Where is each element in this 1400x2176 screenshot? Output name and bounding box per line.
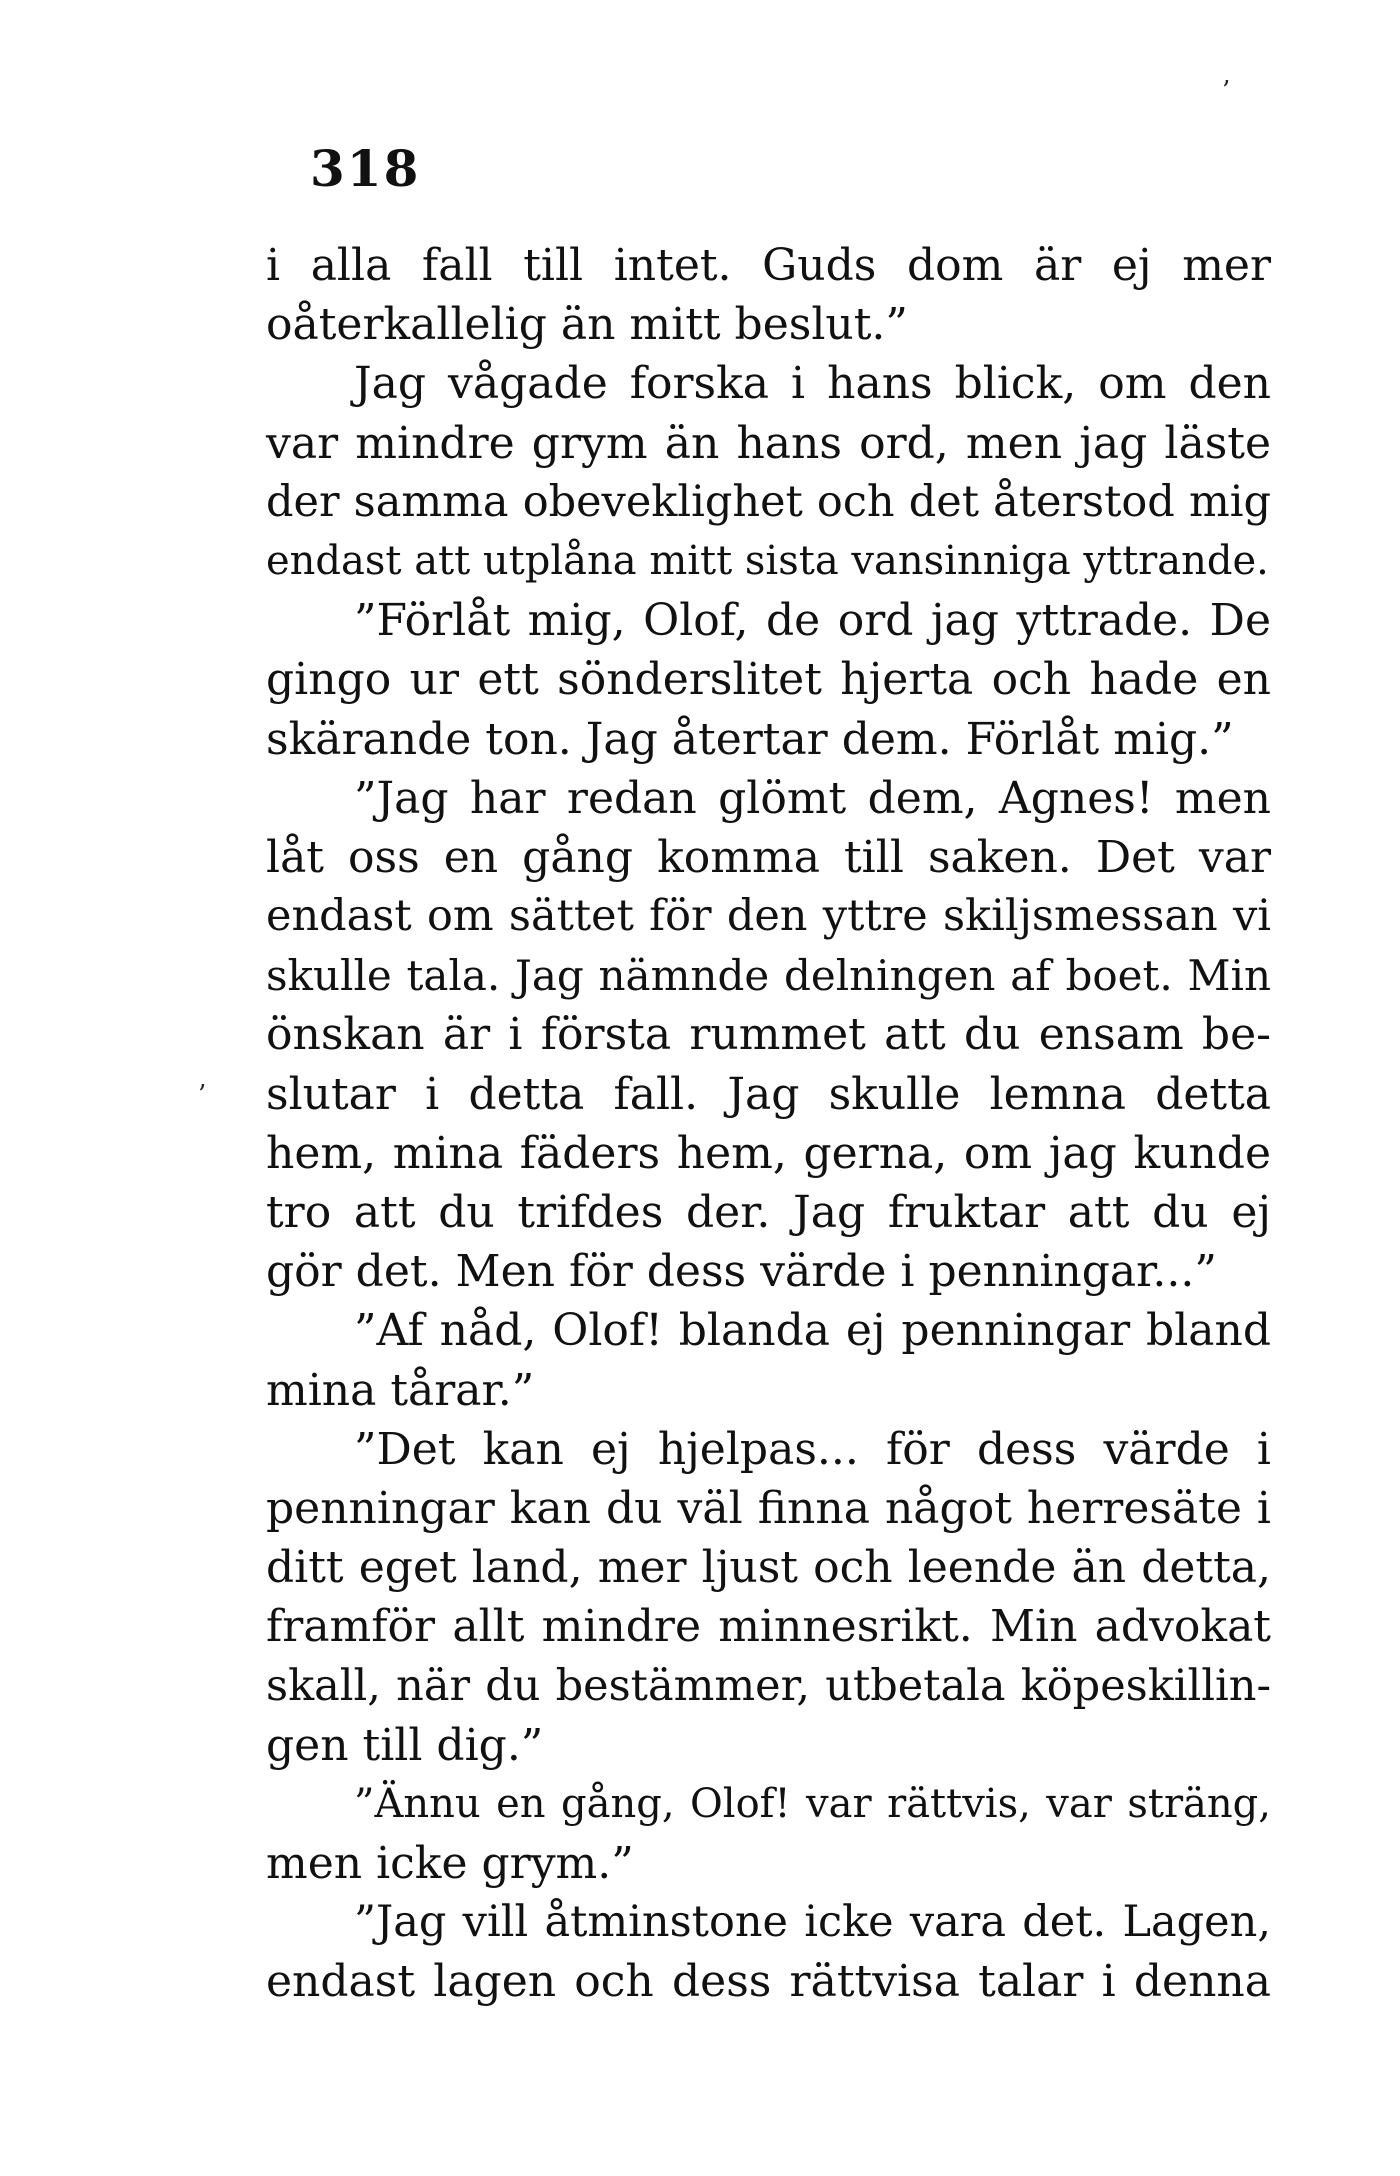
- text-line: ditt eget land, mer ljust och leende än detta,: [266, 1542, 1271, 1594]
- text-line: oåterkallelig än mitt beslut.”: [266, 299, 908, 351]
- text-line: skall, när du bestämmer, utbetala köpeskillin-: [266, 1660, 1271, 1711]
- text-line: gör det. Men för dess värde i penningar...”: [266, 1246, 1217, 1298]
- text-line: men icke grym.”: [266, 1838, 634, 1890]
- text-line: ”Förlåt mig, Olof, de ord jag yttrade. De: [354, 595, 1271, 647]
- text-line: der samma obeveklighet och det återstod mig: [266, 476, 1271, 527]
- body-text: [266, 236, 1271, 2012]
- stray-mark: ’: [198, 1080, 207, 1110]
- page-number: 318: [310, 139, 421, 198]
- text-line: var mindre grym än hans ord, men jag läste: [266, 417, 1271, 469]
- text-line: låt oss en gång komma till saken. Det var: [266, 831, 1271, 883]
- text-line: ”Af nåd, Olof! blanda ej penningar bland: [354, 1305, 1271, 1357]
- text-line: endast lagen och dess rättvisa talar i denna: [266, 1956, 1271, 2008]
- text-line: gingo ur ett sönderslitet hjerta och hade en: [266, 654, 1271, 706]
- text-line: framför allt mindre minnesrikt. Min advokat: [266, 1601, 1271, 1653]
- text-line: hem, mina fäders hem, gerna, om jag kunde: [266, 1127, 1271, 1179]
- text-line: ”Jag vill åtminstone icke vara det. Lagen,: [354, 1897, 1271, 1948]
- text-line: mina tårar.”: [266, 1364, 535, 1416]
- text-line: endast att utplåna mitt sista vansinniga yttrande.: [266, 537, 1269, 584]
- text-line: önskan är i första rummet att du ensam be-: [266, 1009, 1271, 1061]
- text-line: ”Ännu en gång, Olof! var rättvis, var sträng,: [354, 1780, 1271, 1827]
- text-line: i alla fall till intet. Guds dom är ej mer: [266, 240, 1271, 291]
- text-line: ”Jag har redan glömt dem, Agnes! men: [354, 772, 1271, 824]
- text-line: skärande ton. Jag återtar dem. Förlåt mig.”: [266, 713, 1234, 765]
- text-line: penningar kan du väl finna något herresäte i: [266, 1482, 1271, 1534]
- text-line: gen till dig.”: [266, 1719, 544, 1771]
- text-line: endast om sättet för den yttre skiljsmessan vi: [266, 891, 1271, 942]
- text-line: slutar i detta fall. Jag skulle lemna detta: [266, 1068, 1271, 1120]
- text-line: tro att du trifdes der. Jag fruktar att du ej: [266, 1187, 1271, 1238]
- text-line: ”Det kan ej hjelpas... för dess värde i: [354, 1423, 1271, 1475]
- text-line: skulle tala. Jag nämnde delningen af boet. Min: [266, 951, 1271, 1001]
- stray-mark: ’: [1222, 76, 1231, 106]
- text-line: Jag vågade forska i hans blick, om den: [354, 358, 1271, 410]
